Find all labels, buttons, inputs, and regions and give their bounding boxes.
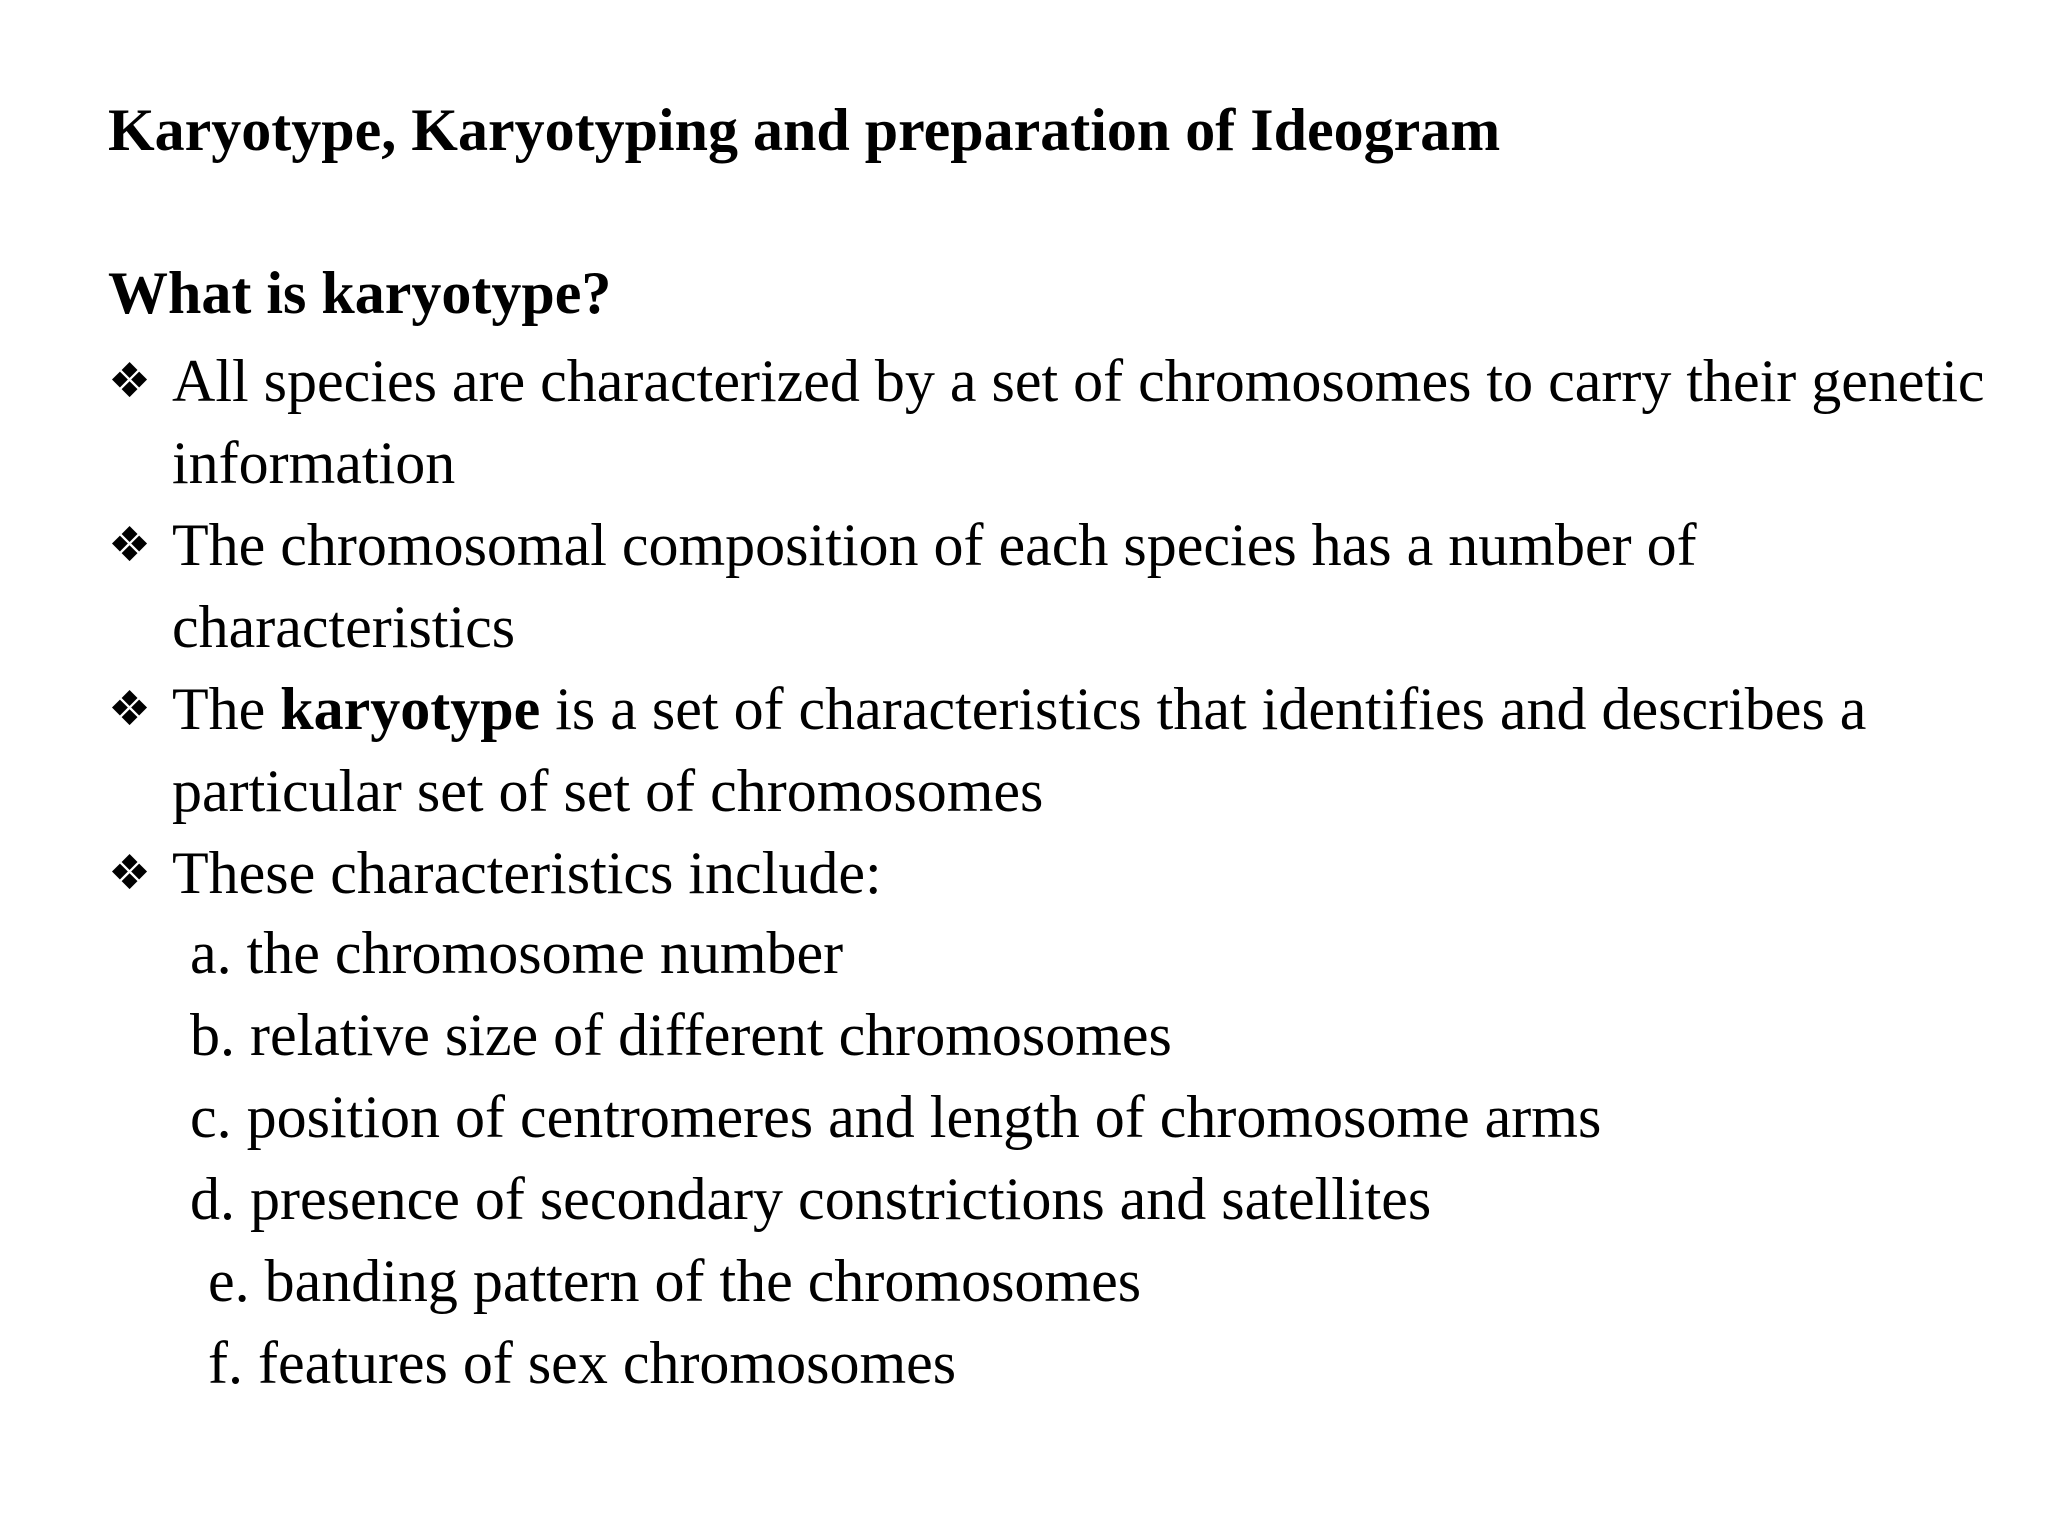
list-item: c. position of centromeres and length of chromosome arms	[190, 1084, 1602, 1150]
bullet-item	[108, 668, 2028, 832]
bullet-text: All species are characterized by a set of chromosomes to carry their genetic information	[172, 348, 1985, 496]
bullet-text	[172, 668, 2028, 832]
bullet-text: The chromosomal composition of each species has a number of characteristics	[172, 512, 1697, 660]
karyotype-term: karyotype	[280, 676, 541, 742]
diamond-bullet-icon: ❖	[108, 517, 152, 573]
bullet-item	[108, 504, 2028, 668]
slide-title: Karyotype, Karyotyping and preparation of Ideogram	[108, 97, 1501, 163]
diamond-bullet-icon: ❖	[108, 681, 152, 737]
list-item: f. features of sex chromosomes	[208, 1330, 957, 1396]
bullet-text: These characteristics include:	[172, 840, 882, 906]
list-item: e. banding pattern of the chromosomes	[208, 1248, 1142, 1314]
list-item: a. the chromosome number	[190, 920, 844, 986]
bullet-item	[108, 832, 2028, 914]
bullet-text-pre: The	[172, 676, 281, 742]
bullet-item	[108, 340, 2028, 504]
bullet-list	[108, 340, 2028, 914]
section-heading: What is karyotype?	[108, 260, 612, 326]
characteristics-list	[190, 912, 1601, 1404]
bullet-text-post: is a set of characteristics that identifies and describes a particular set of set of chromosomes	[172, 676, 1867, 824]
diamond-bullet-icon: ❖	[108, 353, 152, 409]
list-item: b. relative size of different chromosomes	[190, 1002, 1172, 1068]
diamond-bullet-icon: ❖	[108, 845, 152, 901]
list-item: d. presence of secondary constrictions and satellites	[190, 1166, 1432, 1232]
